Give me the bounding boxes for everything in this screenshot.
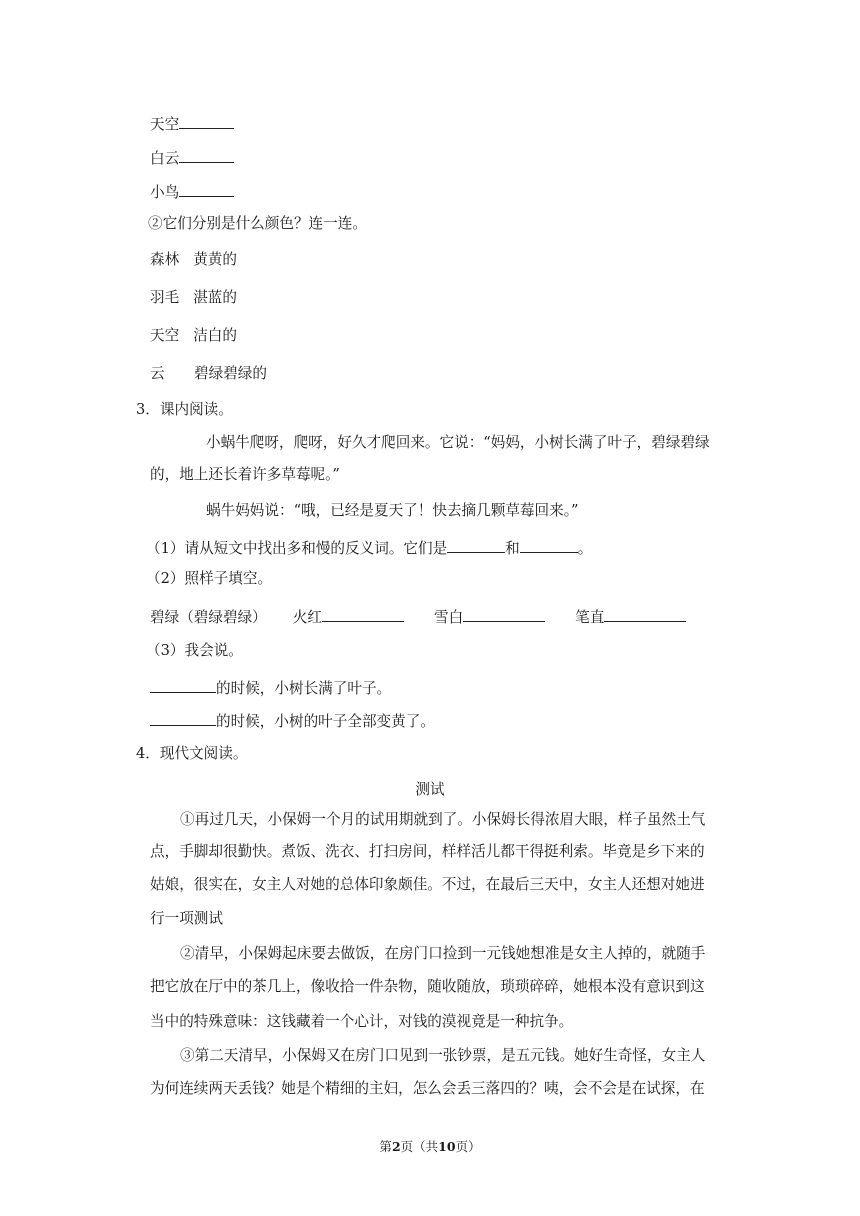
passage-line: ②清早，小保姆起床要去做饭，在房门口捡到一元钱她想准是女主人掉的，就随手 [180, 945, 706, 962]
match-noun: 羽毛 [150, 289, 180, 306]
fill-blank-1[interactable] [322, 605, 404, 622]
cloud-fill-line [150, 146, 234, 169]
bird-answer-blank[interactable] [179, 180, 234, 197]
q3-example-row [150, 605, 686, 628]
match-color: 黄黄的 [193, 251, 237, 268]
footer-text: 第 [379, 1139, 392, 1154]
cloud-label: 白云 [150, 150, 180, 167]
q3-sub1-text: （1）请从短文中找出多和慢的反义词。它们是 [146, 540, 448, 557]
passage-line: 姑娘，很实在，女主人对她的总体印象颇佳。不过，在最后三天中，女主人还想对她进 [150, 876, 705, 893]
sky-answer-blank[interactable] [179, 112, 234, 129]
q3-heading: 3．课内阅读。 [136, 401, 233, 418]
say-line [150, 709, 435, 732]
match-noun: 云 [150, 365, 165, 382]
passage-line: 把它放在厅中的茶几上，像收拾一件杂物，随收随放，琐琐碎碎，她根本没有意识到这 [150, 978, 705, 995]
q3-sub1-end: 。 [577, 540, 593, 557]
bird-label: 小鸟 [150, 184, 180, 201]
footer-page-number: 2 [391, 1139, 401, 1154]
match-row [150, 364, 267, 384]
match-row [150, 326, 237, 346]
say-blank-1[interactable] [150, 676, 216, 693]
q2-subquestion: ②它们分别是什么颜色？连一连。 [148, 215, 367, 232]
say-text: 的时候，小树长满了叶子。 [216, 680, 392, 697]
passage-line: 点，手脚却很勤快。煮饭、洗衣、打扫房间，样样活儿都干得挺利索。毕竟是乡下来的 [150, 843, 705, 860]
passage-line: 为何连续两天丢钱？她是个精细的主妇，怎么会丢三落四的？咦，会不会是在试探，在 [150, 1080, 705, 1097]
sky-fill-line [150, 112, 234, 135]
q3-passage-line: 蜗牛妈妈说：“哦，已经是夏天了！快去摘几颗草莓回来。” [206, 502, 579, 519]
passage-line: 当中的特殊意味：这钱藏着一个心计，对钱的漠视竟是一种抗争。 [150, 1013, 574, 1030]
bird-fill-line [150, 180, 234, 203]
cloud-answer-blank[interactable] [179, 146, 234, 163]
page-footer [0, 1137, 860, 1155]
match-color: 洁白的 [193, 327, 237, 344]
fill-blank-2[interactable] [463, 605, 545, 622]
passage-line: 行一项测试 [150, 910, 223, 927]
passage-line: ③第二天清早，小保姆又在房门口见到一张钞票，是五元钱。她好生奇怪，女主人 [180, 1047, 706, 1064]
footer-text: 页（共 [400, 1139, 439, 1154]
fill-word-3: 笔直 [575, 609, 605, 626]
match-color: 碧绿碧绿的 [194, 365, 267, 382]
footer-total-pages: 10 [438, 1139, 456, 1154]
passage-title: 测试 [415, 781, 445, 798]
q3-sub3: （3）我会说。 [146, 642, 243, 659]
q3-sub2: （2）照样子填空。 [146, 570, 273, 587]
say-line [150, 676, 391, 699]
match-row [150, 250, 237, 270]
say-blank-2[interactable] [150, 709, 216, 726]
q3-passage-line: 小蜗牛爬呀，爬呀，好久才爬回来。它说：“妈妈，小树长满了叶子，碧绿碧绿 [206, 434, 710, 451]
match-color: 湛蓝的 [193, 289, 237, 306]
fill-word-2: 雪白 [433, 609, 464, 626]
antonym-blank-2[interactable] [520, 536, 578, 553]
q3-passage-line: 的，地上还长着许多草莓呢。” [150, 466, 340, 483]
passage-line: ①再过几天，小保姆一个月的试用期就到了。小保姆长得浓眉大眼，样子虽然土气 [180, 811, 706, 828]
example-word: 碧绿（碧绿碧绿） [150, 609, 267, 626]
fill-word-1: 火红 [292, 609, 322, 626]
q3-sub1-and: 和 [505, 540, 520, 557]
match-row [150, 288, 237, 308]
footer-text: 页） [455, 1139, 481, 1154]
antonym-blank-1[interactable] [447, 536, 505, 553]
say-text: 的时候，小树的叶子全部变黄了。 [216, 713, 435, 730]
match-noun: 森林 [150, 251, 180, 268]
sky-label: 天空 [150, 116, 180, 133]
q3-sub1 [146, 536, 592, 559]
match-noun: 天空 [150, 327, 180, 344]
fill-blank-3[interactable] [604, 605, 686, 622]
q4-heading: 4．现代文阅读。 [136, 745, 248, 762]
